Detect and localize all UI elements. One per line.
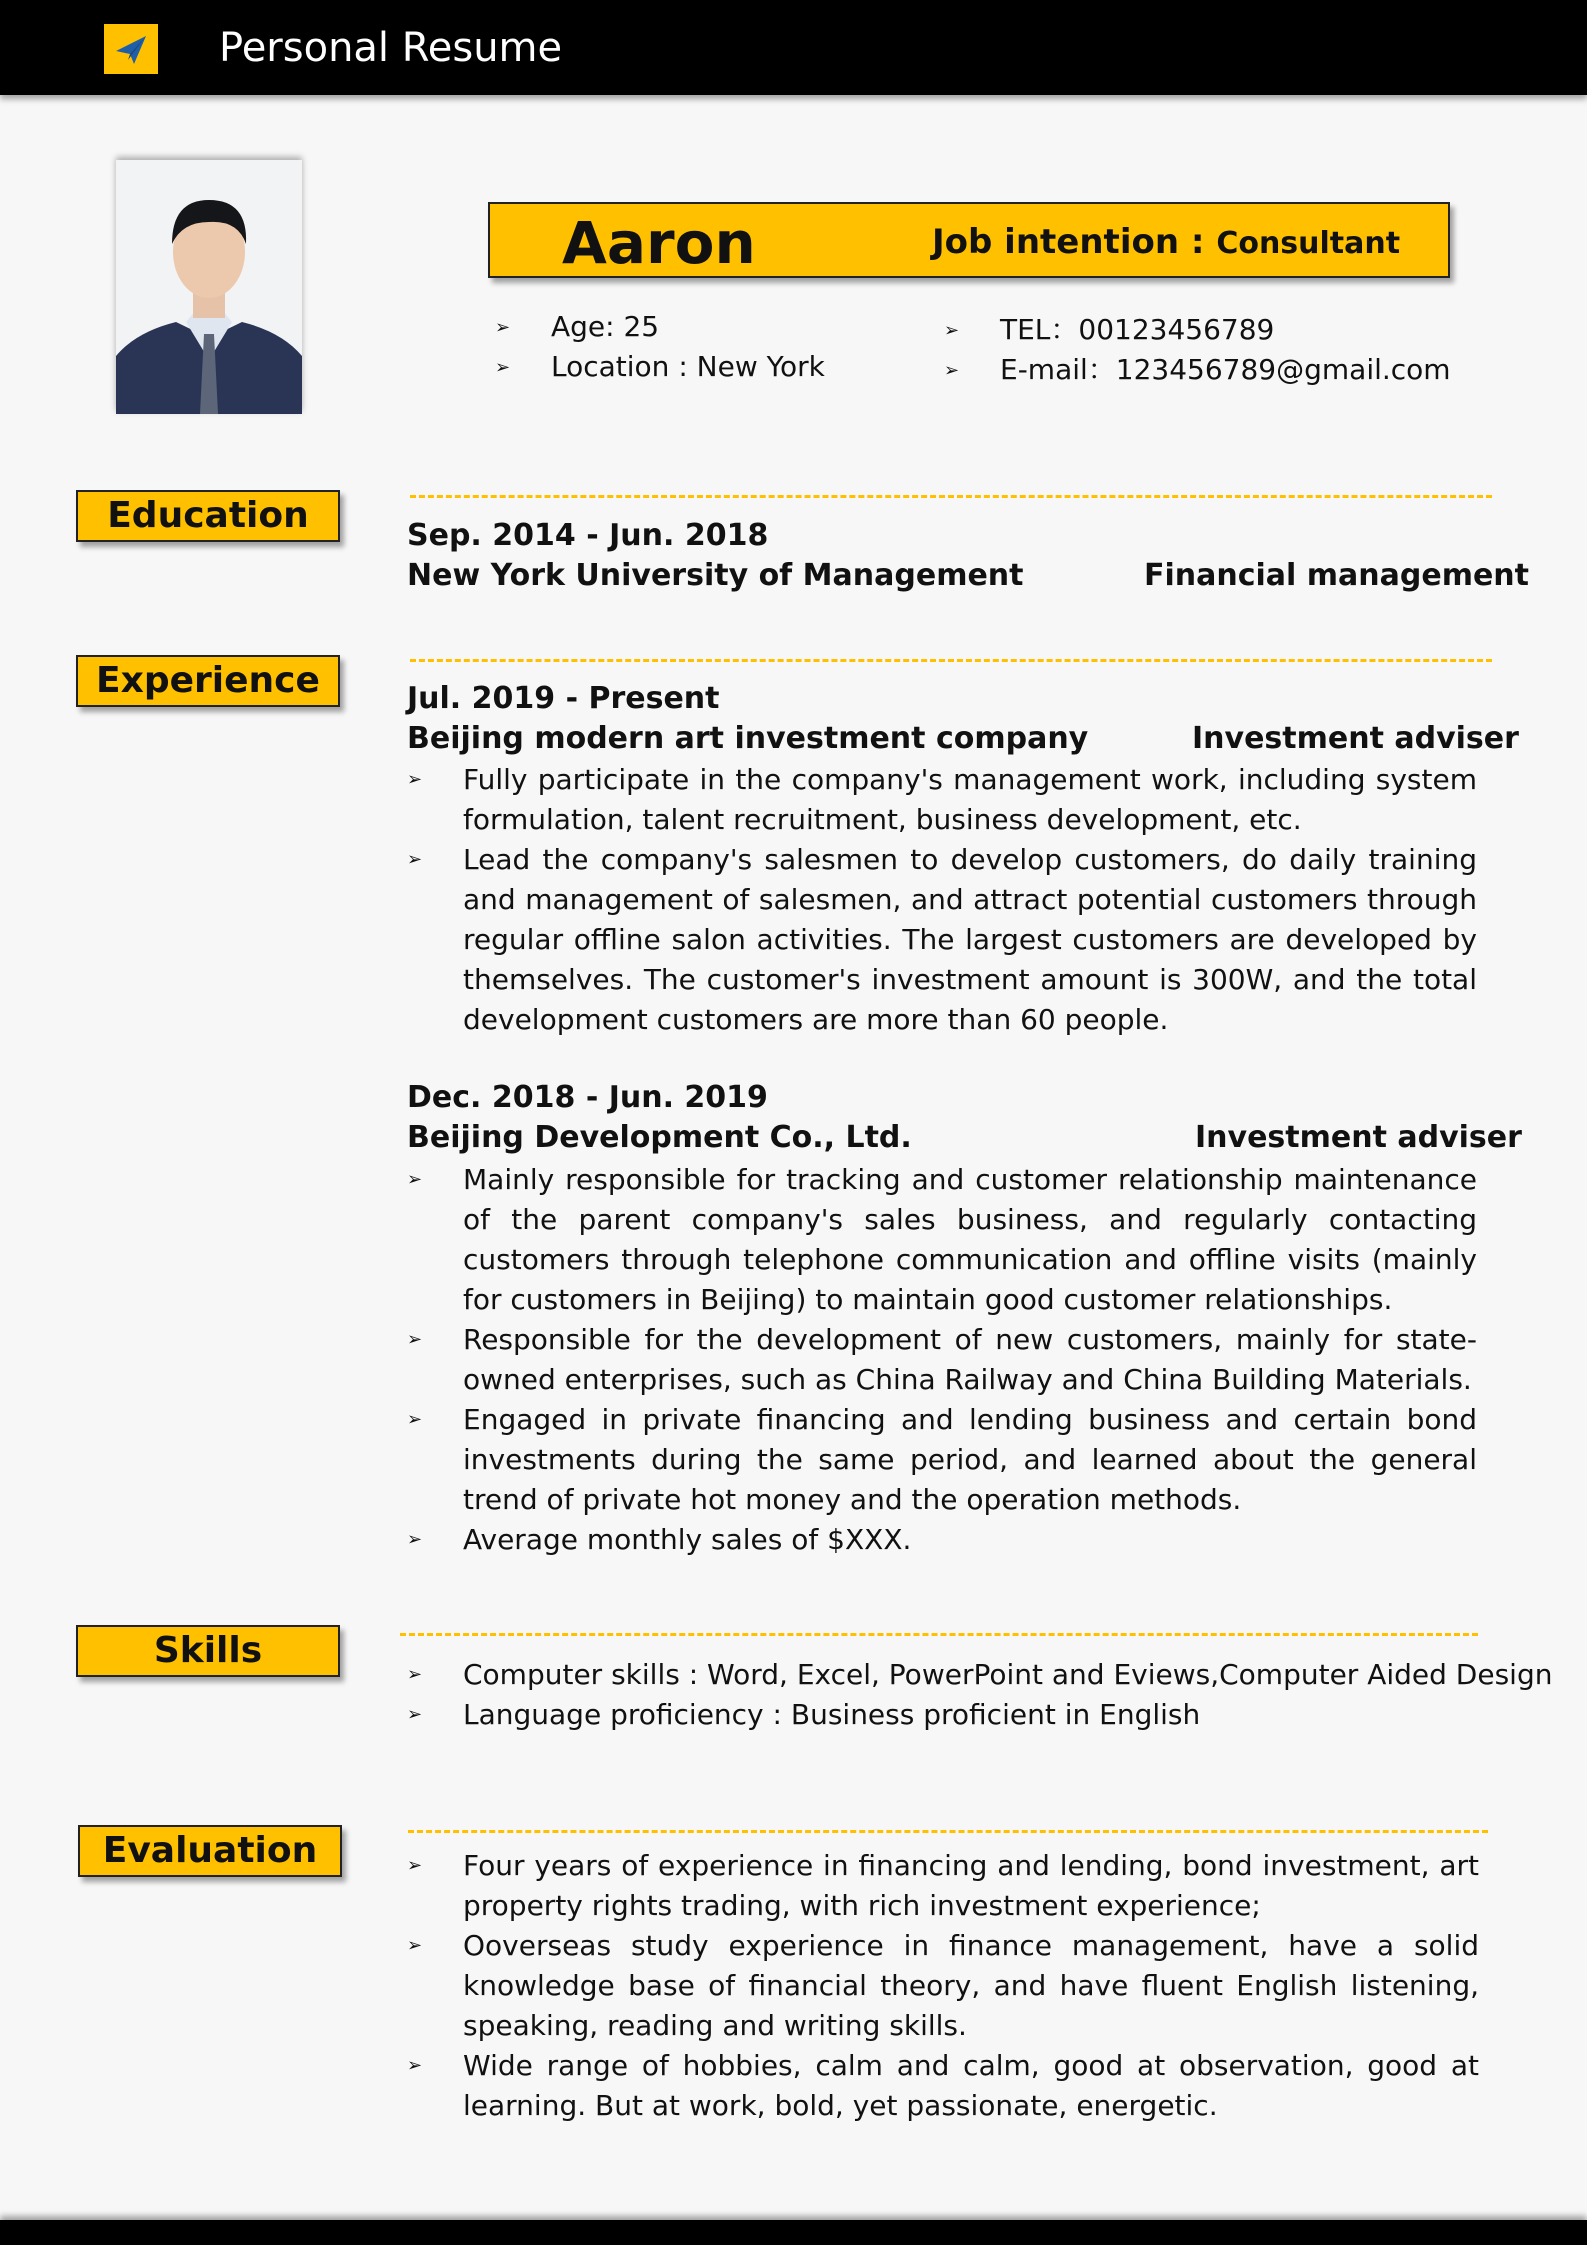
arrow-bullet-icon: ➢ <box>407 2055 423 2076</box>
arrow-bullet-icon: ➢ <box>407 769 423 790</box>
arrow-bullet-icon: ➢ <box>495 317 511 338</box>
profile-photo <box>116 160 302 414</box>
divider <box>400 1633 1478 1636</box>
arrow-bullet-icon: ➢ <box>407 1664 423 1685</box>
list-item: ➢ Language proficiency : Business proficient in English <box>407 1695 1507 1735</box>
job-intention-label: Job intention : <box>932 222 1217 262</box>
footer-bar <box>0 2220 1587 2245</box>
arrow-bullet-icon: ➢ <box>407 1855 423 1876</box>
experience-heading: Experience <box>76 655 340 707</box>
list-item: ➢ Average monthly sales of $XXX. <box>407 1520 1477 1560</box>
education-school: New York University of Management <box>407 558 1024 593</box>
paper-plane-icon <box>104 24 158 74</box>
arrow-bullet-icon: ➢ <box>407 1169 423 1190</box>
list-item: ➢ Responsible for the development of new customers, mainly for state-owned enterprises, such as China Railway and China Building Materials. <box>407 1320 1477 1400</box>
arrow-bullet-icon: ➢ <box>407 1409 423 1430</box>
job-period: Dec. 2018 - Jun. 2019 <box>407 1080 768 1115</box>
tel-text: TEL：00123456789 <box>1000 313 1275 346</box>
arrow-bullet-icon: ➢ <box>944 360 960 381</box>
job-intention <box>932 220 1400 266</box>
age-text: Age: 25 <box>551 310 660 343</box>
job-period: Jul. 2019 - Present <box>407 681 720 716</box>
list-item: ➢ Four years of experience in financing and lending, bond investment, art property rights trading, with rich investment experience; <box>407 1846 1479 1926</box>
arrow-bullet-icon: ➢ <box>407 1704 423 1725</box>
evaluation-heading: Evaluation <box>78 1825 342 1877</box>
name-banner <box>488 202 1450 278</box>
arrow-bullet-icon: ➢ <box>495 357 511 378</box>
location-item <box>495 347 825 388</box>
list-item: ➢ Fully participate in the company's management work, including system formulation, talent recruitment, business development, etc. <box>407 760 1477 840</box>
job-role: Investment adviser <box>1195 1120 1522 1155</box>
list-item: ➢ Mainly responsible for tracking and customer relationship maintenance of the parent company's sales business, and regularly contacting customers through telephone communication and offline visits (mainly for customers in Beijing) to maintain good customer relationships. <box>407 1160 1477 1320</box>
candidate-name: Aaron <box>562 209 756 277</box>
education-period: Sep. 2014 - Jun. 2018 <box>407 518 769 553</box>
divider <box>408 1830 1488 1833</box>
list-item: ➢ Computer skills : Word, Excel, PowerPoint and Eviews,Computer Aided Design <box>407 1655 1507 1695</box>
arrow-bullet-icon: ➢ <box>407 1935 423 1956</box>
email-item <box>944 350 1451 391</box>
tel-item <box>944 310 1274 351</box>
email-text: E-mail：123456789@gmail.com <box>1000 353 1451 386</box>
age-item <box>495 307 659 348</box>
list-item: ➢ Lead the company's salesmen to develop customers, do daily training and management of salesmen, and attract potential customers through regular offline salon activities. The largest customers are developed by themselves. The customer's investment amount is 300W, and the total development customers are more than 60 people. <box>407 840 1477 1040</box>
job-company: Beijing Development Co., Ltd. <box>407 1120 912 1155</box>
header-bar <box>0 0 1587 95</box>
arrow-bullet-icon: ➢ <box>407 849 423 870</box>
arrow-bullet-icon: ➢ <box>407 1329 423 1350</box>
divider <box>410 659 1492 662</box>
page-title: Personal Resume <box>219 25 563 71</box>
arrow-bullet-icon: ➢ <box>407 1529 423 1550</box>
divider <box>410 495 1492 498</box>
list-item: ➢ Engaged in private financing and lending business and certain bond investments during the same period, and learned about the general trend of private hot money and the operation methods. <box>407 1400 1477 1520</box>
job-role: Investment adviser <box>1192 721 1519 756</box>
arrow-bullet-icon: ➢ <box>944 320 960 341</box>
list-item: ➢ Wide range of hobbies, calm and calm, good at observation, good at learning. But at work, bold, yet passionate, energetic. <box>407 2046 1479 2126</box>
job-company: Beijing modern art investment company <box>407 721 1089 756</box>
location-text: Location : New York <box>551 350 825 383</box>
education-major: Financial management <box>1144 558 1530 593</box>
skills-heading: Skills <box>76 1625 340 1677</box>
education-heading: Education <box>76 490 340 542</box>
list-item: ➢ Ooverseas study experience in finance management, have a solid knowledge base of financial theory, and have fluent English listening, speaking, reading and writing skills. <box>407 1926 1479 2046</box>
job-intention-value: Consultant <box>1216 226 1401 261</box>
